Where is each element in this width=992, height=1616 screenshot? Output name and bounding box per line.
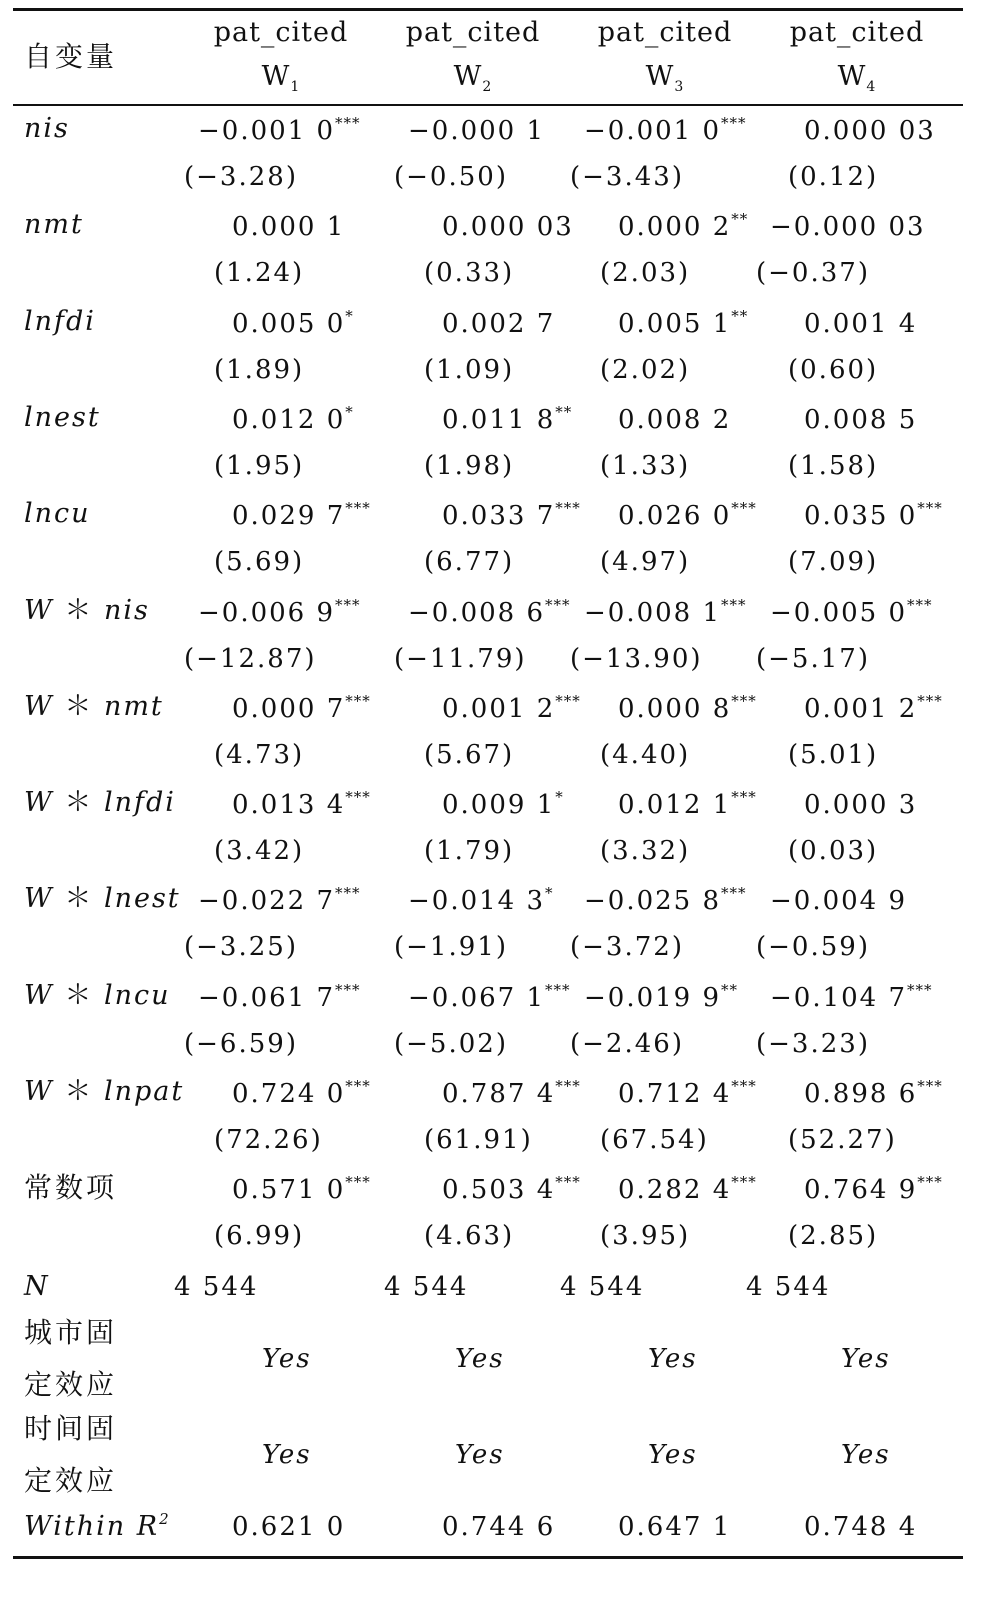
t-statistic-cell: (0.33) [424, 258, 515, 289]
significance-stars: ** [731, 210, 749, 229]
significance-stars: *** [345, 499, 371, 518]
coefficient-cell [198, 595, 361, 631]
label-star: ＊ [53, 594, 104, 626]
label-weight: W [24, 979, 54, 1011]
coefficient-value: 0.712 4 [618, 1079, 732, 1109]
coefficient-cell [442, 691, 581, 727]
coefficient-cell [770, 212, 926, 242]
t-statistic-cell: (5.67) [424, 739, 515, 770]
t-statistic-cell: (−0.50) [394, 162, 508, 192]
header-dependent-variable: pat_cited [789, 17, 925, 48]
coefficient-value: 0.571 0 [232, 1175, 346, 1206]
header-weight-matrix [580, 62, 750, 96]
significance-stars: ** [721, 980, 739, 999]
table-header-rule [13, 104, 963, 106]
significance-stars: * [345, 402, 354, 421]
t-statistic-cell: (−3.25) [184, 932, 298, 963]
coefficient-cell [232, 212, 345, 242]
coefficient-value: 0.724 0 [232, 1079, 346, 1109]
coefficient-cell [408, 595, 571, 631]
city-fixed-effect-label-line1: 城市固 [24, 1316, 118, 1349]
row-label: lnfdi [24, 305, 96, 337]
coefficient-cell [232, 1175, 371, 1208]
label-variable: lnfdi [103, 787, 176, 819]
t-statistic-cell: (6.99) [214, 1221, 305, 1252]
observations-cell: 4 544 [746, 1272, 831, 1302]
coefficient-value: 0.005 0 [232, 308, 346, 339]
coefficient-cell [442, 309, 555, 339]
city-fixed-effect-value: Yes [841, 1344, 891, 1374]
coefficient-value: 0.012 1 [618, 790, 732, 821]
significance-stars: *** [731, 499, 757, 518]
r2-superscript: 2 [159, 1510, 171, 1528]
significance-stars: *** [335, 595, 361, 614]
coefficient-value: 0.033 7 [442, 501, 556, 532]
significance-stars: ** [555, 402, 573, 421]
coefficient-cell [618, 212, 748, 245]
t-statistic-cell: (−5.17) [756, 643, 870, 674]
header-weight-matrix [196, 62, 366, 96]
significance-stars: * [555, 788, 564, 807]
significance-stars: *** [335, 114, 361, 132]
t-statistic-cell: (2.02) [600, 354, 691, 385]
t-statistic-cell: (2.03) [600, 258, 691, 289]
t-statistic-cell: (−3.43) [570, 162, 684, 192]
coefficient-cell [770, 886, 907, 916]
coefficient-value: 0.008 5 [804, 404, 918, 435]
coefficient-cell [804, 309, 917, 339]
coefficient-cell [804, 790, 917, 820]
time-fixed-effect-label-line1: 时间固 [24, 1412, 118, 1445]
time-fixed-effect-value: Yes [455, 1440, 505, 1470]
coefficient-cell [804, 1079, 943, 1112]
row-label: nmt [24, 209, 84, 241]
row-label [24, 981, 170, 1011]
coefficient-cell [618, 405, 731, 435]
weight-subscript: 3 [674, 79, 685, 95]
coefficient-value: −0.005 0 [770, 597, 908, 628]
t-statistic-cell: (−1.91) [394, 932, 508, 963]
coefficient-value: −0.019 9 [584, 982, 722, 1013]
coefficient-value: −0.014 3 [408, 886, 546, 917]
coefficient-value: −0.008 1 [584, 597, 722, 628]
weight-letter: W [453, 61, 483, 92]
city-fixed-effect-value: Yes [648, 1344, 698, 1374]
coefficient-value: −0.006 9 [198, 597, 336, 628]
label-star: ＊ [53, 979, 104, 1011]
coefficient-cell [804, 116, 936, 146]
t-statistic-cell: (3.95) [600, 1221, 691, 1252]
coefficient-value: −0.008 6 [408, 597, 546, 628]
coefficient-value: 0.282 4 [618, 1175, 732, 1206]
weight-letter: W [261, 61, 291, 92]
t-statistic-cell: (1.98) [424, 450, 515, 481]
t-statistic-cell: (1.95) [214, 450, 305, 481]
coefficient-cell [618, 1175, 757, 1208]
coefficient-cell [770, 980, 933, 1016]
coefficient-value: 0.029 7 [232, 501, 346, 532]
t-statistic-cell: (1.58) [788, 450, 879, 481]
coefficient-value: 0.008 2 [618, 404, 732, 435]
t-statistic-cell: (4.40) [600, 739, 691, 770]
label-star: ＊ [53, 690, 104, 722]
significance-stars: *** [335, 980, 361, 999]
significance-stars: *** [907, 595, 933, 614]
coefficient-cell [442, 1175, 581, 1208]
coefficient-value: −0.104 7 [770, 982, 908, 1013]
label-variable: lncu [103, 979, 171, 1011]
t-statistic-cell: (−12.87) [184, 643, 317, 674]
within-r2-value: 0.748 4 [804, 1512, 918, 1542]
coefficient-value: −0.004 9 [770, 886, 908, 917]
significance-stars: *** [721, 884, 747, 903]
t-statistic-cell: (−3.28) [184, 162, 298, 192]
coefficient-cell [408, 886, 554, 919]
t-statistic-cell: (−0.59) [756, 932, 870, 963]
coefficient-value: 0.005 1 [618, 308, 732, 339]
coefficient-cell [232, 501, 371, 534]
row-label [24, 1077, 184, 1107]
coefficient-cell [408, 116, 545, 146]
time-fixed-effect-label-line2: 定效应 [24, 1464, 118, 1497]
coefficient-value: 0.000 8 [618, 693, 732, 724]
coefficient-cell [442, 1079, 581, 1112]
coefficient-cell [804, 1175, 943, 1208]
coefficient-value: 0.026 0 [618, 501, 732, 532]
coefficient-cell [198, 980, 361, 1016]
significance-stars: *** [917, 1077, 943, 1095]
coefficient-cell [618, 501, 757, 534]
coefficient-cell [804, 501, 943, 534]
significance-stars: * [345, 306, 354, 325]
coefficient-value: 0.011 8 [442, 404, 556, 435]
header-variable-label: 自变量 [24, 40, 118, 73]
coefficient-cell [804, 405, 917, 435]
row-label: nis [24, 113, 70, 144]
coefficient-cell [232, 306, 354, 342]
coefficient-cell [232, 402, 354, 438]
t-statistic-cell: (−2.46) [570, 1028, 684, 1059]
row-label [24, 788, 176, 818]
t-statistic-cell: (0.60) [788, 354, 879, 385]
row-label [24, 692, 164, 722]
t-statistic-cell: (4.97) [600, 547, 691, 578]
coefficient-cell [584, 886, 747, 919]
t-statistic-cell: (−0.37) [756, 258, 870, 289]
label-variable: nis [103, 594, 150, 626]
coefficient-value: 0.012 0 [232, 404, 346, 435]
header-weight-matrix [388, 62, 558, 96]
label-weight: W [24, 594, 54, 626]
row-label: lnest [24, 401, 101, 433]
coefficient-value: 0.000 03 [442, 212, 574, 243]
coefficient-cell [584, 116, 747, 149]
label-variable: lnpat [103, 1076, 185, 1107]
observations-cell: 4 544 [560, 1272, 645, 1302]
row-label: 常数项 [24, 1171, 118, 1205]
significance-stars: *** [555, 1173, 581, 1192]
time-fixed-effect-value: Yes [841, 1440, 891, 1470]
t-statistic-cell: (−11.79) [394, 643, 527, 674]
row-label [24, 596, 150, 626]
t-statistic-cell: (1.09) [424, 354, 515, 385]
row-label-within-r2 [24, 1512, 171, 1545]
coefficient-value: 0.000 2 [618, 212, 732, 243]
t-statistic-cell: (−6.59) [184, 1028, 298, 1059]
time-fixed-effect-value: Yes [648, 1440, 698, 1470]
coefficient-value: 0.787 4 [442, 1079, 556, 1109]
significance-stars: *** [555, 499, 581, 518]
label-weight: W [24, 690, 54, 722]
significance-stars: *** [721, 595, 747, 614]
weight-letter: W [837, 61, 867, 92]
t-statistic-cell: (61.91) [424, 1125, 533, 1155]
weight-letter: W [645, 61, 675, 92]
significance-stars: * [545, 884, 554, 903]
coefficient-cell [618, 691, 757, 727]
coefficient-cell [618, 306, 749, 342]
significance-stars: *** [917, 691, 943, 710]
coefficient-value: −0.001 0 [584, 116, 722, 146]
coefficient-value: 0.898 6 [804, 1079, 918, 1109]
significance-stars: *** [917, 1173, 943, 1192]
t-statistic-cell: (72.26) [214, 1125, 323, 1155]
coefficient-value: 0.000 7 [232, 693, 346, 724]
coefficient-value: 0.002 7 [442, 308, 556, 339]
table-bottom-rule [13, 1556, 963, 1559]
significance-stars: *** [555, 691, 581, 710]
label-weight: W [24, 787, 54, 819]
header-dependent-variable: pat_cited [213, 17, 349, 48]
coefficient-cell [584, 980, 739, 1016]
coefficient-value: −0.022 7 [198, 886, 336, 917]
coefficient-value: 0.000 03 [804, 116, 936, 146]
r2-label-text: Within R [24, 1511, 160, 1542]
coefficient-value: 0.001 2 [442, 693, 556, 724]
label-weight: W [24, 883, 54, 915]
within-r2-value: 0.621 0 [232, 1512, 346, 1542]
significance-stars: *** [731, 788, 757, 807]
t-statistic-cell: (−3.23) [756, 1028, 870, 1059]
within-r2-value: 0.744 6 [442, 1512, 556, 1542]
significance-stars: *** [345, 691, 371, 710]
t-statistic-cell: (0.12) [788, 162, 879, 192]
observations-cell: 4 544 [384, 1272, 469, 1302]
t-statistic-cell: (4.63) [424, 1221, 515, 1252]
coefficient-cell [232, 1079, 371, 1112]
label-star: ＊ [53, 787, 104, 819]
t-statistic-cell: (−3.72) [570, 932, 684, 963]
coefficient-value: −0.000 03 [770, 212, 926, 243]
coefficient-cell [442, 790, 564, 823]
significance-stars: *** [555, 1077, 581, 1095]
table-top-rule [13, 8, 963, 11]
coefficient-cell [232, 790, 371, 823]
coefficient-cell [408, 980, 571, 1016]
row-label [24, 884, 181, 914]
coefficient-value: 0.035 0 [804, 501, 918, 532]
header-dependent-variable: pat_cited [597, 17, 733, 48]
coefficient-cell [198, 116, 361, 149]
coefficient-value: 0.009 1 [442, 790, 556, 821]
coefficient-value: 0.764 9 [804, 1175, 918, 1206]
coefficient-cell [584, 595, 747, 631]
coefficient-cell [618, 790, 757, 823]
observations-cell: 4 544 [174, 1272, 259, 1302]
significance-stars: *** [721, 114, 747, 132]
significance-stars: *** [907, 980, 933, 999]
coefficient-cell [804, 691, 943, 727]
row-label: lncu [24, 498, 91, 530]
within-r2-value: 0.647 1 [618, 1512, 732, 1542]
city-fixed-effect-value: Yes [262, 1344, 312, 1374]
row-label-n: N [24, 1271, 50, 1302]
weight-subscript: 1 [290, 79, 301, 95]
significance-stars: *** [345, 1173, 371, 1192]
label-variable: nmt [103, 690, 164, 722]
significance-stars: *** [345, 788, 371, 807]
label-star: ＊ [53, 883, 104, 915]
t-statistic-cell: (−5.02) [394, 1028, 508, 1059]
significance-stars: *** [345, 1077, 371, 1095]
t-statistic-cell: (−13.90) [570, 643, 703, 674]
header-weight-matrix [772, 62, 942, 96]
t-statistic-cell: (1.24) [214, 258, 305, 289]
coefficient-value: −0.025 8 [584, 886, 722, 917]
coefficient-value: 0.001 2 [804, 693, 918, 724]
t-statistic-cell: (1.89) [214, 354, 305, 385]
label-weight: W [24, 1076, 54, 1107]
significance-stars: *** [731, 1173, 757, 1192]
coefficient-cell [618, 1079, 757, 1112]
coefficient-cell [232, 691, 371, 727]
header-dependent-variable: pat_cited [405, 17, 541, 48]
significance-stars: *** [917, 499, 943, 518]
significance-stars: *** [335, 884, 361, 903]
coefficient-cell [442, 212, 574, 242]
coefficient-cell [198, 886, 361, 919]
t-statistic-cell: (52.27) [788, 1125, 897, 1155]
t-statistic-cell: (67.54) [600, 1125, 709, 1155]
city-fixed-effect-label-line2: 定效应 [24, 1368, 118, 1401]
coefficient-value: −0.001 0 [198, 116, 336, 146]
coefficient-value: −0.067 1 [408, 982, 546, 1013]
coefficient-value: 0.000 1 [232, 212, 346, 243]
t-statistic-cell: (1.79) [424, 836, 515, 867]
coefficient-cell [442, 402, 573, 438]
t-statistic-cell: (0.03) [788, 836, 879, 867]
label-variable: lnest [103, 883, 181, 915]
t-statistic-cell: (5.01) [788, 739, 879, 770]
significance-stars: *** [545, 595, 571, 614]
coefficient-value: 0.001 4 [804, 308, 918, 339]
city-fixed-effect-value: Yes [455, 1344, 505, 1374]
significance-stars: ** [731, 306, 749, 325]
significance-stars: *** [731, 1077, 757, 1095]
t-statistic-cell: (4.73) [214, 739, 305, 770]
coefficient-value: −0.061 7 [198, 982, 336, 1013]
label-star: ＊ [53, 1076, 104, 1107]
coefficient-value: 0.503 4 [442, 1175, 556, 1206]
coefficient-value: 0.013 4 [232, 790, 346, 821]
coefficient-cell [442, 501, 581, 534]
time-fixed-effect-value: Yes [262, 1440, 312, 1470]
coefficient-cell [770, 595, 933, 631]
weight-subscript: 2 [482, 79, 493, 95]
t-statistic-cell: (6.77) [424, 547, 515, 578]
significance-stars: *** [731, 691, 757, 710]
coefficient-value: −0.000 1 [408, 116, 546, 146]
t-statistic-cell: (2.85) [788, 1221, 879, 1252]
t-statistic-cell: (3.42) [214, 836, 305, 867]
t-statistic-cell: (1.33) [600, 450, 691, 481]
coefficient-value: 0.000 3 [804, 790, 918, 821]
weight-subscript: 4 [866, 79, 877, 95]
t-statistic-cell: (7.09) [788, 547, 879, 578]
significance-stars: *** [545, 980, 571, 999]
t-statistic-cell: (3.32) [600, 836, 691, 867]
t-statistic-cell: (5.69) [214, 547, 305, 578]
